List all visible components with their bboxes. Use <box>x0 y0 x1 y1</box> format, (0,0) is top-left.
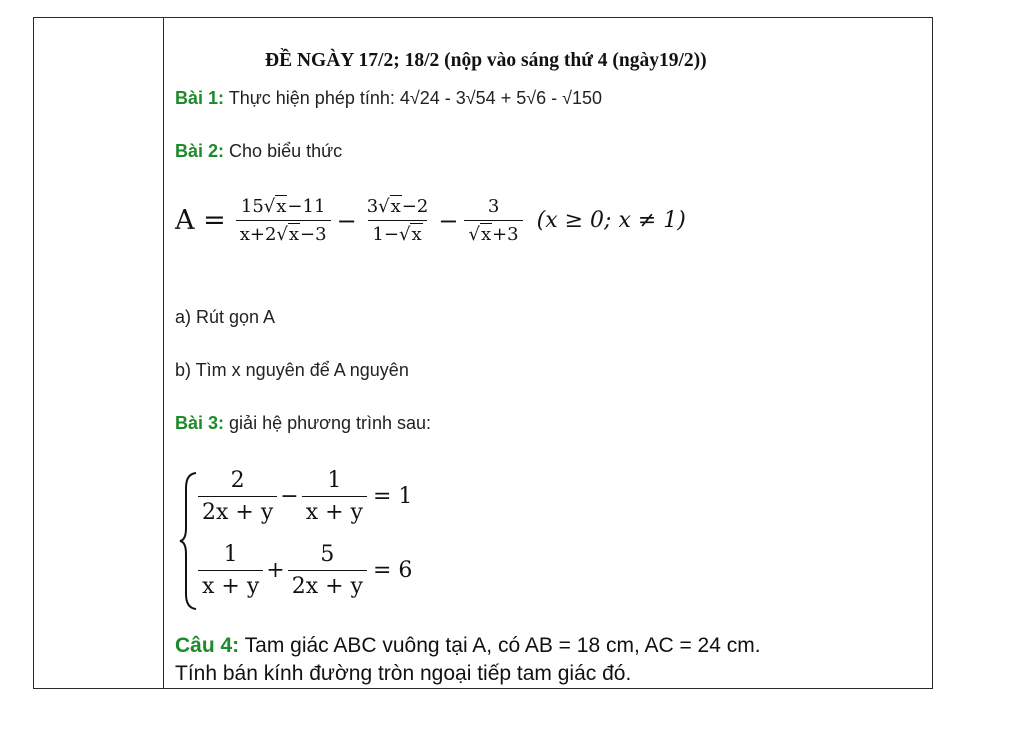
problem-3 <box>175 413 431 434</box>
equation-2: $\frac{1}{x + y}$ + $\frac{5}{2x + y}$ = 6 <box>198 542 412 599</box>
problem-2-text: Cho biểu thức <box>229 141 343 161</box>
part-b: b) Tìm x nguyên để A nguyên <box>175 360 409 380</box>
minus-sign: − <box>438 206 459 235</box>
term-3-fraction: $\frac{3}{√x+3}$ <box>464 196 522 245</box>
problem-1 <box>175 88 602 109</box>
question-4-text: Tam giác ABC vuông tại A, có AB = 18 cm, AC = 24 cm. <box>244 634 761 657</box>
problem-1-label: Bài 1: <box>175 88 225 108</box>
equation-1: $\frac{2}{2x + y}$ − $\frac{1}{x + y}$ = 1 <box>198 468 412 525</box>
question-4-label: Câu 4: <box>175 634 240 657</box>
question-4-line-2: Tính bán kính đường tròn ngoại tiếp tam giác đó. <box>175 662 632 685</box>
assignment-table <box>33 17 933 689</box>
term-1-fraction: $\frac{15√x-11}{x+2√x-3}$ <box>236 196 331 245</box>
term-2-fraction: $\frac{3√x-2}{1-√x}$ <box>366 196 429 245</box>
problem-1-text: Thực hiện phép tính: 4√24 - 3√54 + 5√6 - √150 <box>228 88 603 108</box>
expression-lhs: A = <box>175 205 226 236</box>
minus-sign: − <box>336 206 357 235</box>
problem-2 <box>175 141 342 162</box>
part-a: a) Rút gọn A <box>175 307 276 327</box>
question-4-line-1 <box>175 634 761 658</box>
problem-3-label: Bài 3: <box>175 413 225 433</box>
system-brace <box>178 470 200 612</box>
expression-A <box>175 196 686 245</box>
problem-2-label: Bài 2: <box>175 141 225 161</box>
problem-3-text: giải hệ phương trình sau: <box>229 413 432 433</box>
page-title: ĐỀ NGÀY 17/2; 18/2 (nộp vào sáng thứ 4 (ngày19/2)) <box>265 50 707 71</box>
domain-condition: (x ≥ 0; x ≠ 1) <box>536 208 686 233</box>
column-divider <box>163 18 164 688</box>
